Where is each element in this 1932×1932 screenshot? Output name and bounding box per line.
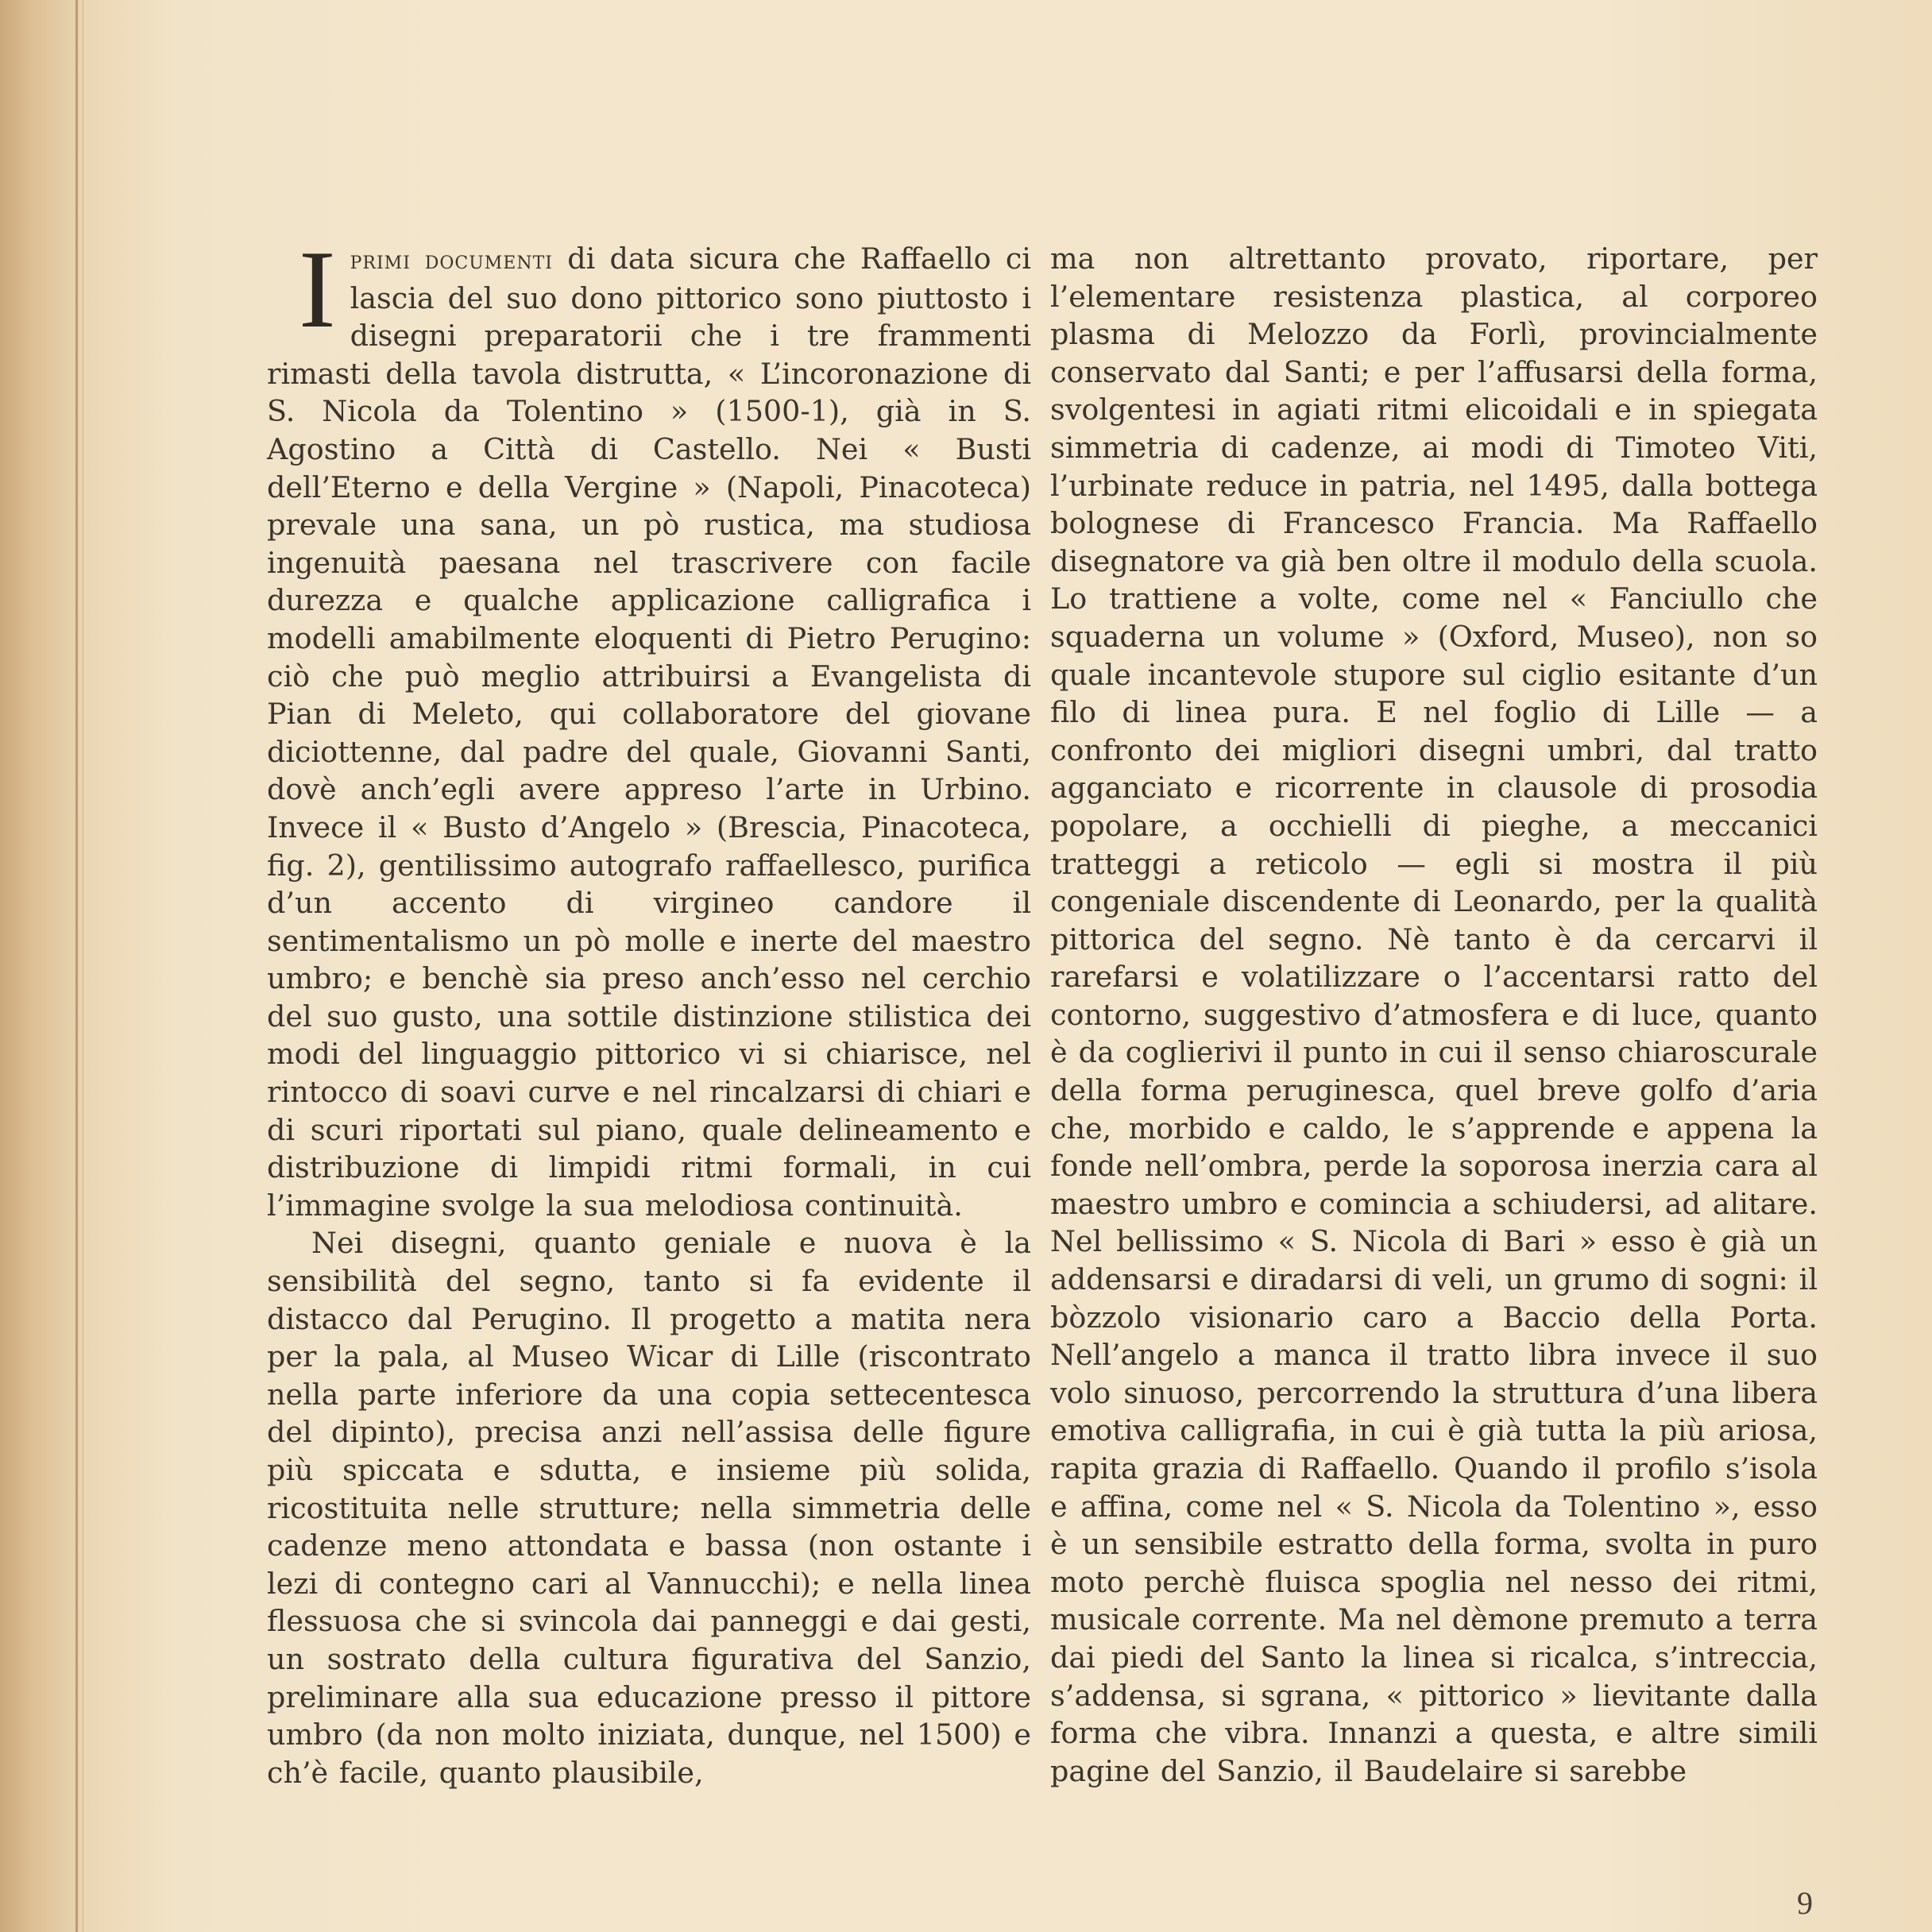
opening-small-caps: primi documenti <box>350 245 553 275</box>
page-number: 9 <box>1797 1885 1813 1921</box>
page-binding-edge <box>75 0 78 1932</box>
right-text-column <box>1050 240 1818 1790</box>
paragraph-1 <box>267 228 1031 1224</box>
drop-cap: I <box>299 228 336 351</box>
left-text-column <box>267 228 1031 1791</box>
paragraph-1-text: di data sicura che Raffaello ci lascia del suo dono pittorico sono piuttosto i disegni preparatorii che i tre frammenti rimasti della tavola distrutta, « L’incoronazione di S. Nicola da Tolentino » (1500-1), già in S. Agostino a Città di Castello. Nei « Busti dell’Eterno e della Vergine » (Napoli, Pinacoteca) prevale una sana, un pò rustica, ma studiosa ingenuità paesana nel trascrivere con facile durezza e qualche applicazione calligrafica i modelli amabilmente eloquenti di Pietro Perugino: ciò che può meglio attribuirsi a Evangelista di Pian di Meleto, qui collaboratore del giovane diciottenne, dal padre del quale, Giovanni Santi, dovè anch’egli avere appreso l’arte in Urbino. Invece il « Busto d’Angelo » (Brescia, Pinacoteca, fig. 2), gentilissimo autografo raffaellesco, purifica d’un accento di virgineo candore il sentimentalismo un pò molle e inerte del maestro umbro; e benchè sia preso anch’esso nel cerchio del suo gusto, una sottile distinzione stilistica dei modi del linguaggio pittorico vi si chiarisce, nel rintocco di soavi curve e nel rincalzarsi di chiari e di scuri riportati sul piano, quale delineamento e distribuzione di limpidi ritmi formali, in cui l’immagine svolge la sua melodiosa continuità. <box>267 242 1031 1223</box>
paragraph-2: Nei disegni, quanto geniale e nuova è la sensibilità del segno, tanto si fa evidente il distacco dal Perugino. Il progetto a matita nera per la pala, al Museo Wicar di Lille (riscontrato nella parte inferiore da una copia settecentesca del dipinto), precisa anzi nell’assisa delle figure più spiccata e sdutta, e insieme più solida, ricostituita nelle strutture; nella simmetria delle cadenze meno attondata e bassa (non ostante i lezi di contegno cari al Vannucchi); e nella linea flessuosa che si svincola dai panneggi e dai gesti, un sostrato della cultura figurativa del Sanzio, preliminare alla sua educazione presso il pittore umbro (da non molto iniziata, dunque, nel 1500) e ch’è facile, quanto plausibile, <box>267 1226 1031 1790</box>
paragraph-continuation: ma non altrettanto provato, riportare, per l’elementare resistenza plastica, al corporeo plasma di Melozzo da Forlì, provincialmente conservato dal Santi; e per l’affusarsi della forma, svolgentesi in agiati ritmi elicoidali e in spiegata simmetria di cadenze, ai modi di Timoteo Viti, l’urbinate reduce in patria, nel 1495, dalla bottega bolognese di Francesco Francia. Ma Raffaello disegnatore va già ben oltre il modulo della scuola. Lo trattiene a volte, come nel « Fanciullo che squaderna un volume » (Oxford, Museo), non so quale incantevole stupore sul ciglio esitante d’un filo di linea pura. E nel foglio di Lille — a confronto dei migliori disegni umbri, dal tratto agganciato e ricorrente in clausole di prosodia popolare, a occhielli di pieghe, a meccanici tratteggi a reticolo — egli si mostra il più congeniale discendente di Leonardo, per la qualità pittorica del segno. Nè tanto è da cercarvi il rarefarsi e volatilizzare o l’accentarsi ratto del contorno, suggestivo d’atmosfera e di luce, quanto è da coglierivi il punto in cui il senso chiaroscurale della forma peruginesca, quel breve golfo d’aria che, morbido e caldo, le s’apprende e appena la fonde nell’ombra, perde la soporosa inerzia cara al maestro umbro e comincia a schiudersi, ad alitare. Nel bellissimo « S. Nicola di Bari » esso è già un addensarsi e diradarsi di veli, un grumo di sogni: il bòzzolo visionario caro a Baccio della Porta. Nell’angelo a manca il tratto libra invece il suo volo sinuoso, percorrendo la struttura d’una libera emotiva calligrafia, in cui è già tutta la più ariosa, rapita grazia di Raffaello. Quando il profilo s’isola e affina, come nel « S. Nicola da Tolentino », esso è un sensibile estratto della forma, svolta in puro moto perchè fluisca spoglia nel nesso dei ritmi, musicale corrente. Ma nel dèmone premuto a terra dai piedi del Santo la linea si ricalca, s’intreccia, s’addensa, si sgrana, « pittorico » lievitante dalla forma che vibra. Innanzi a questa, e altre simili pagine del Sanzio, il Baudelaire si sarebbe <box>1050 242 1818 1788</box>
